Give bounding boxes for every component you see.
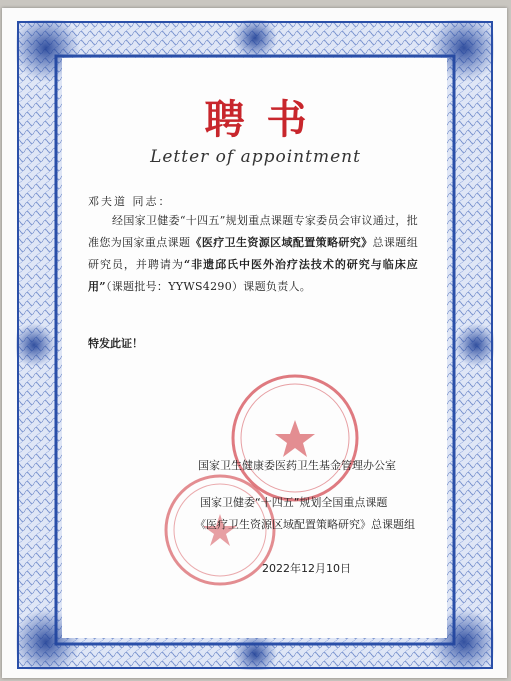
paragraph-segment: （课题批号：YYWS4290）课题负责人。: [105, 280, 312, 293]
certificate-title: 聘书: [204, 96, 329, 143]
issuer-group: 《医疗卫生资源区域配置策略研究》总课题组: [195, 518, 415, 531]
paragraph-segment: 《医疗卫生资源区域配置策略研究》: [190, 236, 373, 249]
certificate-subtitle: Letter of appointment: [150, 147, 361, 167]
closing-line: 特发此证！: [88, 337, 143, 350]
appointment-paragraph: [88, 210, 418, 298]
issue-date: 2022年12月10日: [262, 562, 351, 575]
paragraph-segment: 经国家卫健委“十四五”规划重点课题专家委员会审议通过，批准您为国家重点课题: [88, 214, 418, 249]
recipient-greeting: 邓夫道 同志：: [88, 195, 172, 208]
issuer-office: 国家卫生健康委医药卫生基金管理办公室: [198, 459, 396, 472]
paragraph-segment: “非遗邱氏中医外治疗法技术的研究与临床应用”: [88, 258, 418, 293]
issuer-project: 国家卫健委“十四五”规划全国重点课题: [200, 496, 388, 509]
paragraph-segment: 总课题组研究员，并聘请为: [88, 236, 418, 271]
